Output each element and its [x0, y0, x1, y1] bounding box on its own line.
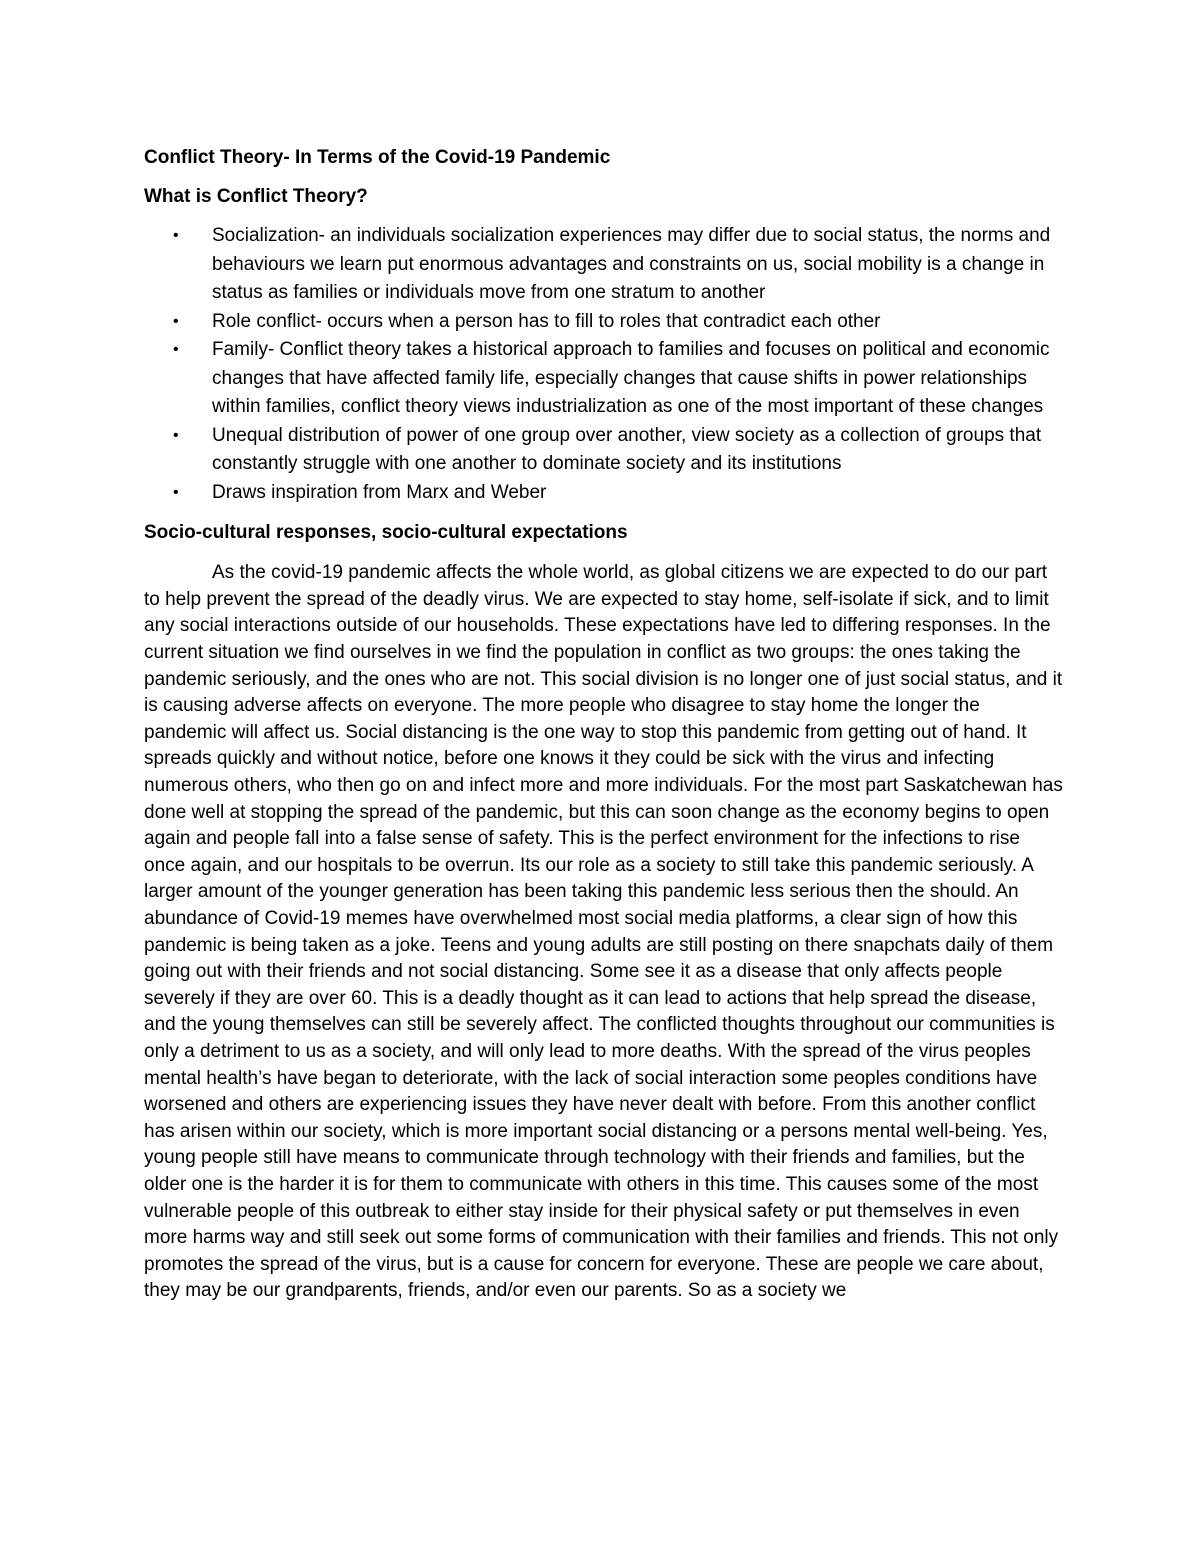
list-item-text: Draws inspiration from Marx and Weber	[212, 481, 547, 503]
list-item	[144, 222, 1064, 308]
list-item-text: Family- Conflict theory takes a historical approach to families and focuses on political and economic changes that have affected family life, especially changes that cause shifts in power relationships within families, conflict theory views industrialization as one of the most important of these changes	[212, 339, 1050, 418]
list-item-text: Role conflict- occurs when a person has to fill to roles that contradict each other	[212, 310, 881, 332]
bullet-list	[144, 222, 1064, 507]
list-item-text: Unequal distribution of power of one group over another, view society as a collection of groups that constantly struggle with one another to dominate society and its institutions	[212, 424, 1042, 475]
list-item	[144, 422, 1064, 479]
document-title: Conflict Theory- In Terms of the Covid-19 Pandemic	[144, 147, 611, 168]
bullet-icon: •	[173, 426, 179, 444]
body-paragraph: As the covid-19 pandemic affects the whole world, as global citizens we are expected to do our part to help prevent the spread of the deadly virus. We are expected to stay home, self-isolate if sick, and to limit any social interactions outside of our households. These expectations have led to differing responses. In the current situation we find ourselves in we find the population in conflict as two groups: the ones taking the pandemic seriously, and the ones who are not. This social division is no longer one of just social status, and it is causing adverse affects on everyone. The more people who disagree to stay home the longer the pandemic will affect us. Social distancing is the one way to stop this pandemic from getting out of hand. It spreads quickly and without notice, before one knows it they could be sick with the virus and infecting numerous others, who then go on and infect more and more individuals. For the most part Saskatchewan has done well at stopping the spread of the pandemic, but this can soon change as the economy begins to open again and people fall into a false sense of safety. This is the perfect environment for the infections to rise once again, and our hospitals to be overrun. Its our role as a society to still take this pandemic seriously. A larger amount of the younger generation has been taking this pandemic less serious then the should. An abundance of Covid-19 memes have overwhelmed most social media platforms, a clear sign of how this pandemic is being taken as a joke. Teens and young adults are still posting on there snapchats daily of them going out with their friends and not social distancing. Some see it as a disease that only affects people severely if they are over 60. This is a deadly thought as it can lead to actions that help spread the disease, and the young themselves can still be severely affect. The conflicted thoughts throughout our communities is only a detriment to us as a society, and will only lead to more deaths. With the spread of the virus peoples mental health’s have began to deteriorate, with the lack of social interaction some peoples conditions have worsened and others are experiencing issues they have never dealt with before. From this another conflict has arisen within our society, which is more important social distancing or a persons mental well-being. Yes, young people still have means to communicate through technology with their friends and families, but the older one is the harder it is for them to communicate with others in this time. This causes some of the most vulnerable people of this outbreak to either stay inside for their physical safety or put themselves in even more harms way and still seek out some forms of communication with their families and friends. This not only promotes the spread of the virus, but is a cause for concern for everyone. These are people we care about, they may be our grandparents, friends, and/or even our parents. So as a society we	[144, 562, 1063, 1302]
list-item	[144, 336, 1064, 422]
list-item-text: Socialization- an individuals socialization experiences may differ due to social status, the norms and behaviours we learn put enormous advantages and constraints on us, social mobility is a change in status as families or individuals move from one stratum to another	[212, 225, 1051, 304]
bullet-icon: •	[173, 341, 179, 359]
section-heading-socio-cultural: Socio-cultural responses, socio-cultural expectations	[144, 522, 628, 544]
bullet-icon: •	[173, 483, 179, 501]
section-heading-conflict-theory: What is Conflict Theory?	[144, 186, 368, 208]
document-page	[144, 144, 1064, 1305]
list-item	[144, 479, 1064, 508]
bullet-icon: •	[173, 312, 179, 330]
bullet-icon: •	[173, 227, 179, 245]
list-item	[144, 308, 1064, 337]
